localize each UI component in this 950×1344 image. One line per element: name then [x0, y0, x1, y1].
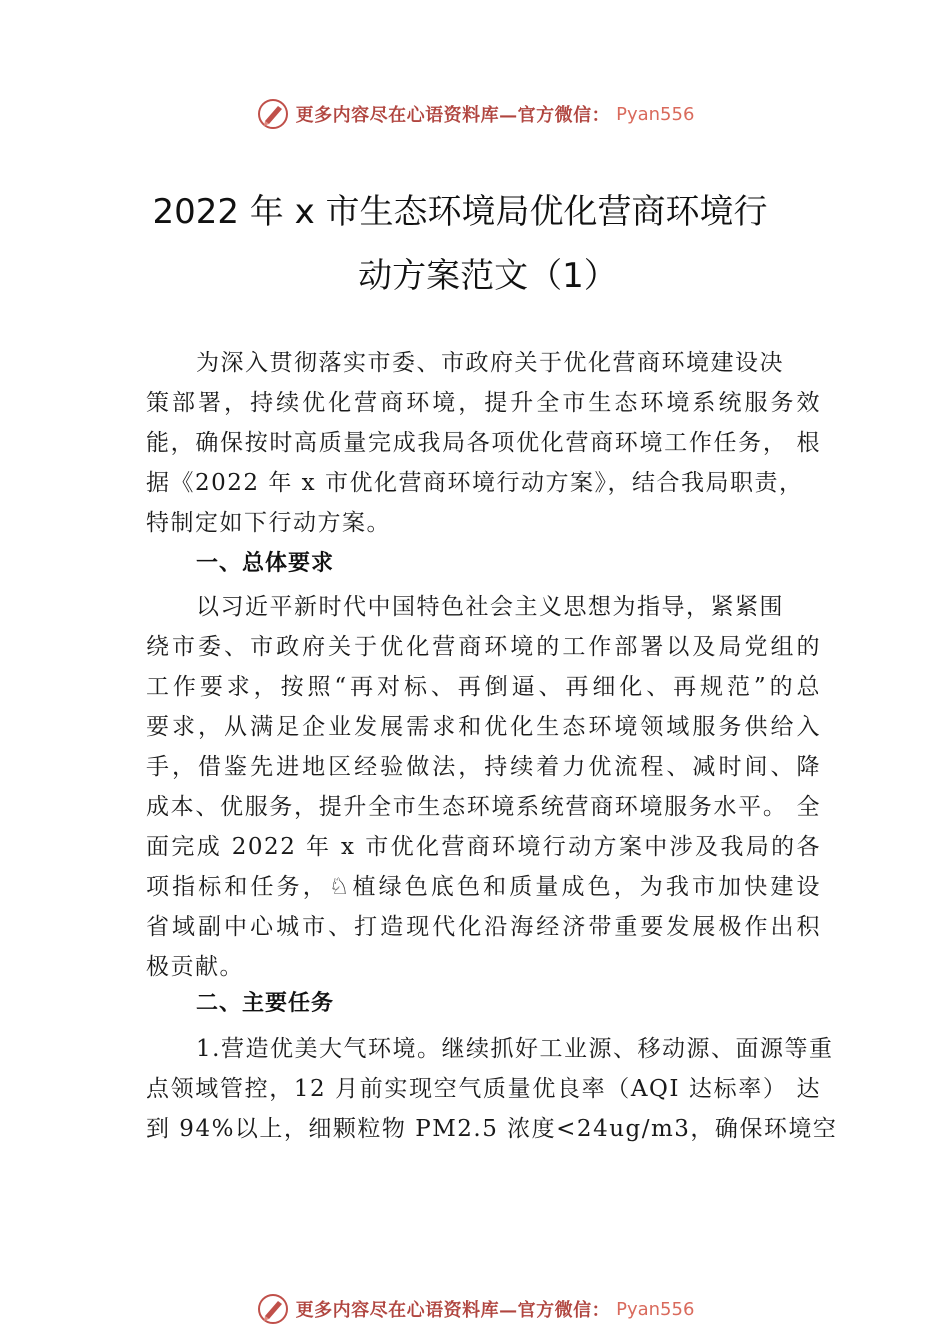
text-line: 项指标和任务，♘植绿色底色和质量成色，为我市加快建设	[146, 874, 821, 900]
text-line: 成本、优服务，提升全市生态环境系统营商环境服务水平。 全	[146, 794, 821, 820]
text-line: 能，确保按时高质量完成我局各项优化营商环境工作任务， 根	[146, 430, 821, 456]
text-line: 1.营造优美大气环境。继续抓好工业源、移动源、面源等重	[196, 1036, 834, 1062]
banner-wechat-id: Pyan556	[616, 103, 695, 125]
text-line: 绕市委、市政府关于优化营商环境的工作部署以及局党组的	[146, 634, 821, 660]
pen-logo-icon	[256, 97, 290, 131]
text-line: 极贡献。	[146, 954, 244, 980]
text-line: 要求，从满足企业发展需求和优化生态环境领域服务供给入	[146, 714, 821, 740]
text-line: 为深入贯彻落实市委、市政府关于优化营商环境建设决	[196, 350, 784, 376]
text-line: 手，借鉴先进地区经验做法，持续着力优流程、减时间、降	[146, 754, 821, 780]
text-line: 策部署，持续优化营商环境，提升全市生态环境系统服务效	[146, 390, 821, 416]
section-heading-1: 一、总体要求	[196, 551, 335, 576]
document-title-line1: 2022 年 x 市生态环境局优化营商环境行	[152, 192, 768, 232]
header-banner	[0, 94, 950, 134]
banner-text: 更多内容尽在心语资料库—官方微信：	[295, 105, 611, 126]
text-line: 点领域管控，12 月前实现空气质量优良率（AQI 达标率） 达	[146, 1076, 821, 1102]
pen-logo-icon	[256, 1292, 290, 1326]
text-line: 工作要求，按照“再对标、再倒逼、再细化、再规范”的总	[146, 674, 821, 700]
text-line: 以习近平新时代中国特色社会主义思想为指导，紧紧围	[196, 594, 784, 620]
text-line: 特制定如下行动方案。	[146, 510, 391, 536]
banner-text: 更多内容尽在心语资料库—官方微信：	[295, 1300, 611, 1321]
document-title-line2: 动方案范文（1）	[358, 256, 618, 296]
text-line: 省域副中心城市、打造现代化沿海经济带重要发展极作出积	[146, 914, 821, 940]
banner-wechat-id: Pyan556	[616, 1298, 695, 1320]
text-line: 面完成 2022 年 x 市优化营商环境行动方案中涉及我局的各	[146, 834, 821, 860]
text-line: 据《2022 年 x 市优化营商环境行动方案》，结合我局职责，	[146, 470, 804, 496]
section-heading-2: 二、主要任务	[196, 991, 335, 1016]
footer-banner	[0, 1289, 950, 1329]
text-line: 到 94%以上，细颗粒物 PM2.5 浓度<24ug/m3，确保环境空	[146, 1116, 838, 1142]
